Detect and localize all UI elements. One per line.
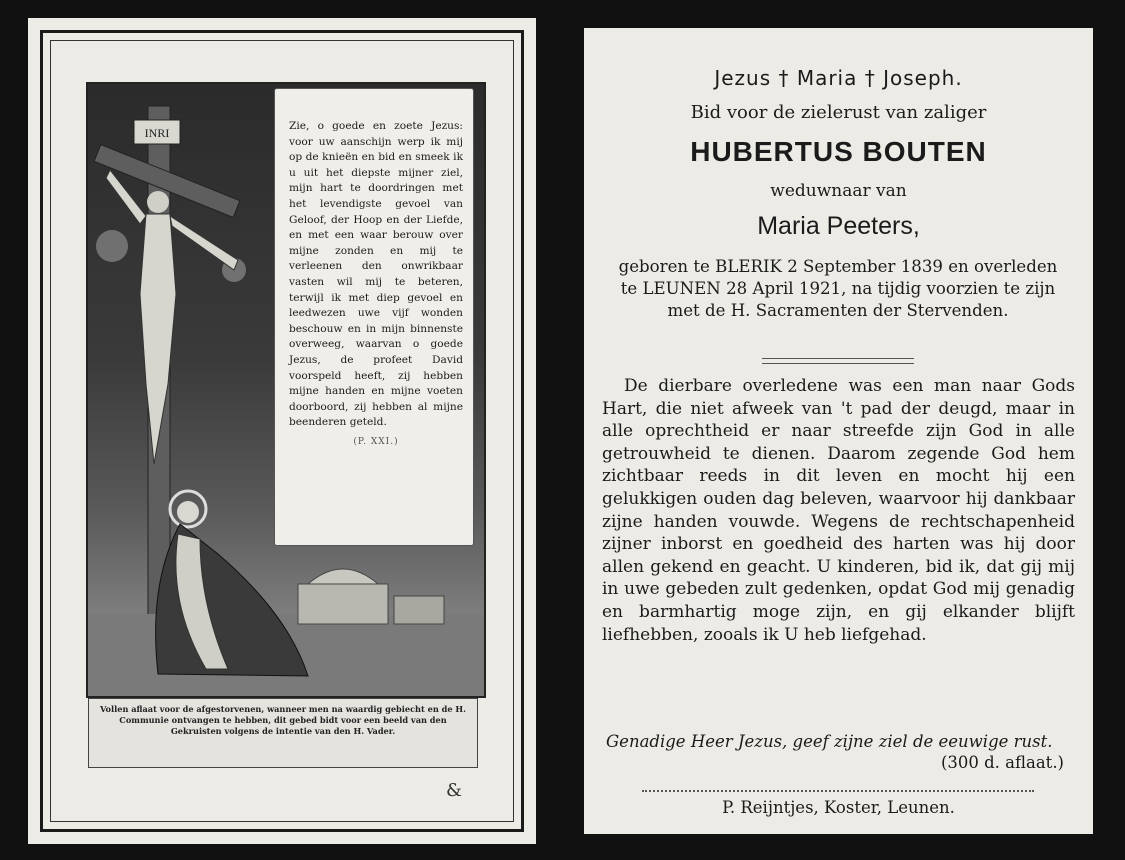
right-memorial-card bbox=[584, 28, 1093, 834]
tribute-text: De dierbare overledene was een man naar Gods Hart, die niet afweek van 't pad der deugd, maar in alle oprechtheid er naar streefde zijn God in alle getrouwheid te dienen. Daarom zegende God hem zichtbaar reeds in dit leven en mocht hij een gelukkigen ouden dag beleven, waarvoor hij dankbaar zijne handen vouwde. Wegens de rechtschapenheid zijner inborst en goedheid des harten was hij door allen gekend en geacht. U kinderen, bid ik, dat gij mij in uwe gebeden zult gedenken, opdat God mij genadig en barmhartig moge zijn, en gij elkander blijft liefhebben, zooals ik U heb liefgehad. bbox=[602, 376, 1075, 645]
deceased-name: HUBERTUS BOUTEN bbox=[690, 136, 987, 167]
spouse-name: Maria Peeters, bbox=[757, 212, 920, 240]
widower-of-line: weduwnaar van bbox=[770, 181, 907, 201]
pray-line: Bid voor de zielerust van zaliger bbox=[690, 102, 987, 123]
printer-credit: P. Reijntjes, Koster, Leunen. bbox=[722, 798, 955, 817]
left-prayer-card bbox=[28, 18, 536, 844]
prayer-reference: (P. XXI.) bbox=[353, 436, 399, 447]
birth-death-details: geboren te BLERIK 2 September 1839 en overleden te LEUNEN 28 April 1921, na tijdig voorzien te zijn met de H. Sacramenten der Stervenden. bbox=[618, 257, 1058, 320]
cross-inscription: INRI bbox=[144, 126, 170, 140]
closing-prayer-text: Genadige Heer Jezus, geef zijne ziel de eeuwige rust. bbox=[606, 732, 1053, 751]
prayer-scroll bbox=[274, 88, 474, 546]
dotted-separator bbox=[642, 790, 1034, 792]
indulgence-days: (300 d. aflaat.) bbox=[940, 753, 1064, 772]
holy-names: Jezus † Maria † Joseph. bbox=[714, 66, 963, 90]
indulgence-text: Vollen aflaat voor de afgestorvenen, wanneer men na waardig gebiecht en de H. Communie ontvangen te hebben, dit gebed bidt voor een beeld van den Gekruisten volgens de intentie van den H. Vader. bbox=[99, 704, 467, 736]
prayer-text: Zie, o goede en zoete Jezus: voor uw aanschijn werp ik mij op de knieën en bid en smeek ik u uit het diepste mijner ziel, mijn hart te doordringen met het levendigste gevoel van Geloof, der Hoop en der Liefde, en met een waar berouw over mijne zonden en mij te verleenen den onwrikbaar vasten wil mij te beteren, terwijl ik met diep gevoel en leedwezen uwe vijf wonden beschouw en in mijn binnenste overweeg, waarvan o goede Jezus, de profeet David voorspeld heeft, zij hebben mijne handen en mijne voeten doorboord, zij hebben al mijne beenderen geteld. bbox=[289, 120, 463, 429]
ornamental-divider bbox=[762, 358, 914, 364]
closing-prayer bbox=[606, 731, 1074, 772]
indulgence-box bbox=[88, 698, 478, 768]
publisher-monogram: & bbox=[446, 780, 463, 801]
